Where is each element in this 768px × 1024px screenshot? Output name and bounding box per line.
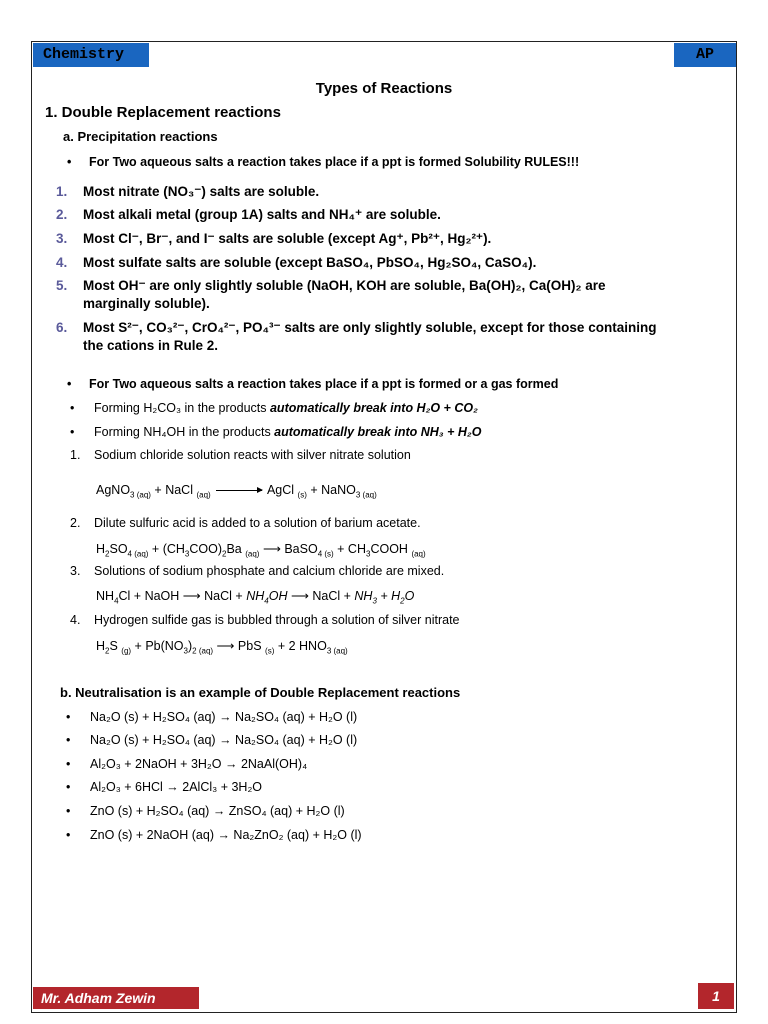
rule-text-continued: marginally soluble). [83, 296, 210, 311]
subject-tag: Chemistry [33, 43, 149, 67]
bullet-dot: • [66, 828, 71, 842]
bullet-dot: • [66, 710, 71, 724]
bullet-dot: • [67, 377, 72, 391]
reaction-text: ZnO (s) + H₂SO₄ (aq) → ZnSO₄ (aq) + H₂O (l) [90, 804, 345, 818]
equation-agno3: AgNO$_{3 (aq)}$ + NaCl $_{(aq)}$ AgCl $_{(s)}$ + NaNO$_{3 (aq)}$ [96, 483, 377, 500]
reaction-text: Na₂O (s) + H₂SO₄ (aq) → Na₂SO₄ (aq) + H₂O (l) [90, 710, 358, 724]
bullet-dot: • [70, 401, 75, 415]
section-heading: 1. Double Replacement reactions [45, 104, 281, 121]
neutralisation-heading: b. Neutralisation is an example of Double Replacement reactions [60, 685, 461, 700]
subsection-heading: a. Precipitation reactions [63, 129, 218, 144]
example-item [70, 448, 411, 462]
rule-number: 1. [56, 184, 68, 199]
example-item [70, 613, 460, 627]
example-text: Hydrogen sulfide gas is bubbled through a solution of silver nitrate [94, 613, 460, 627]
equation-h2s: $H_2S$ $_{(g)} + Pb(NO_3)_{2 (aq)}$ ⟶ PbS $_{(s)}$ + 2 $HNO_{3 (aq)}$ [96, 639, 348, 656]
rule-number: 6. [56, 320, 68, 335]
rule-text: Most nitrate (NO₃⁻) salts are soluble. [83, 184, 320, 199]
bullet-h2co3 [70, 401, 478, 415]
bullet-solubility [67, 155, 580, 169]
author-badge: Mr. Adham Zewin [33, 987, 199, 1009]
reaction-text: Na₂O (s) + H₂SO₄ (aq) → Na₂SO₄ (aq) + H₂O (l) [90, 733, 358, 747]
rule-number: 2. [56, 207, 68, 222]
rule-item [56, 254, 537, 272]
example-item [70, 516, 421, 530]
equation-h2so4: $H_2SO_{4 (aq)} + (CH_3COO)_2Ba$ $_{(aq)}$ ⟶ BaSO$_{4 (s)}$ + $CH_3COOH$ $_{(aq)}$ [96, 542, 426, 559]
rule-text: Most S²⁻, CO₃²⁻, CrO₄²⁻, PO₄³⁻ salts are only slightly soluble, except for those containing [83, 320, 657, 335]
bullet-dot: • [66, 780, 71, 794]
bullet-nh4oh [70, 425, 482, 439]
rule-text-continued: the cations in Rule 2. [83, 338, 219, 353]
rule-number: 5. [56, 278, 68, 293]
rule-text: Most OH⁻ are only slightly soluble (NaOH, KOH are soluble, Ba(OH)₂, Ca(OH)₂ are [83, 278, 606, 293]
rule-item [56, 277, 606, 295]
rule-item [56, 319, 657, 337]
rule-text: Most sulfate salts are soluble (except BaSO₄, PbSO₄, Hg₂SO₄, CaSO₄). [83, 255, 537, 270]
bullet-text: Forming NH₄OH in the products [94, 425, 275, 439]
bullet-text: For Two aqueous salts a reaction takes place if a ppt is formed Solubility RULES!!! [89, 155, 580, 169]
example-text: Solutions of sodium phosphate and calcium chloride are mixed. [94, 564, 445, 578]
neutralisation-item [66, 710, 358, 724]
reaction-text: Al₂O₃ + 2NaOH + 3H₂O → 2NaAl(OH)₄ [90, 757, 308, 771]
example-item [70, 564, 445, 578]
bullet-text: For Two aqueous salts a reaction takes place if a ppt is formed or a gas formed [89, 377, 559, 391]
bullet-gas [67, 377, 559, 391]
bullet-emphasis: automatically break into NH₃ + H₂O [274, 425, 482, 439]
page-title: Types of Reactions [315, 80, 453, 97]
bullet-dot: • [70, 425, 75, 439]
rule-number: 4. [56, 255, 68, 270]
rule-item [56, 183, 320, 201]
bullet-dot: • [67, 155, 72, 169]
bullet-dot: • [66, 804, 71, 818]
bullet-text: Forming H₂CO₃ in the products [94, 401, 270, 415]
neutralisation-item [66, 757, 308, 771]
rule-number: 3. [56, 231, 68, 246]
rule-text: Most Cl⁻, Br⁻, and I⁻ salts are soluble (except Ag⁺, Pb²⁺, Hg₂²⁺). [83, 231, 492, 246]
rule-item [56, 230, 492, 248]
reaction-text: ZnO (s) + 2NaOH (aq) → Na₂ZnO₂ (aq) + H₂O (l) [90, 828, 362, 842]
example-text: Sodium chloride solution reacts with silver nitrate solution [94, 448, 411, 462]
level-tag: AP [674, 43, 736, 67]
neutralisation-item [66, 780, 263, 794]
neutralisation-item [66, 733, 358, 747]
bullet-dot: • [66, 757, 71, 771]
page-number: 1 [698, 983, 734, 1009]
example-number: 3. [70, 564, 81, 578]
example-number: 1. [70, 448, 81, 462]
reaction-text: Al₂O₃ + 6HCl → 2AlCl₃ + 3H₂O [90, 780, 263, 794]
example-number: 2. [70, 516, 81, 530]
example-text: Dilute sulfuric acid is added to a solution of barium acetate. [94, 516, 421, 530]
rule-item [56, 206, 441, 224]
neutralisation-item [66, 804, 345, 818]
neutralisation-item [66, 828, 362, 842]
bullet-emphasis: automatically break into H₂O + CO₂ [269, 401, 478, 415]
example-number: 4. [70, 613, 81, 627]
rule-text: Most alkali metal (group 1A) salts and NH₄⁺ are soluble. [83, 207, 441, 222]
equation-nh4cl: $NH_4Cl$ + NaOH ⟶ NaCl + $NH_4OH$ ⟶ NaCl + $NH_3 + H_2O$ [96, 589, 415, 606]
bullet-dot: • [66, 733, 71, 747]
